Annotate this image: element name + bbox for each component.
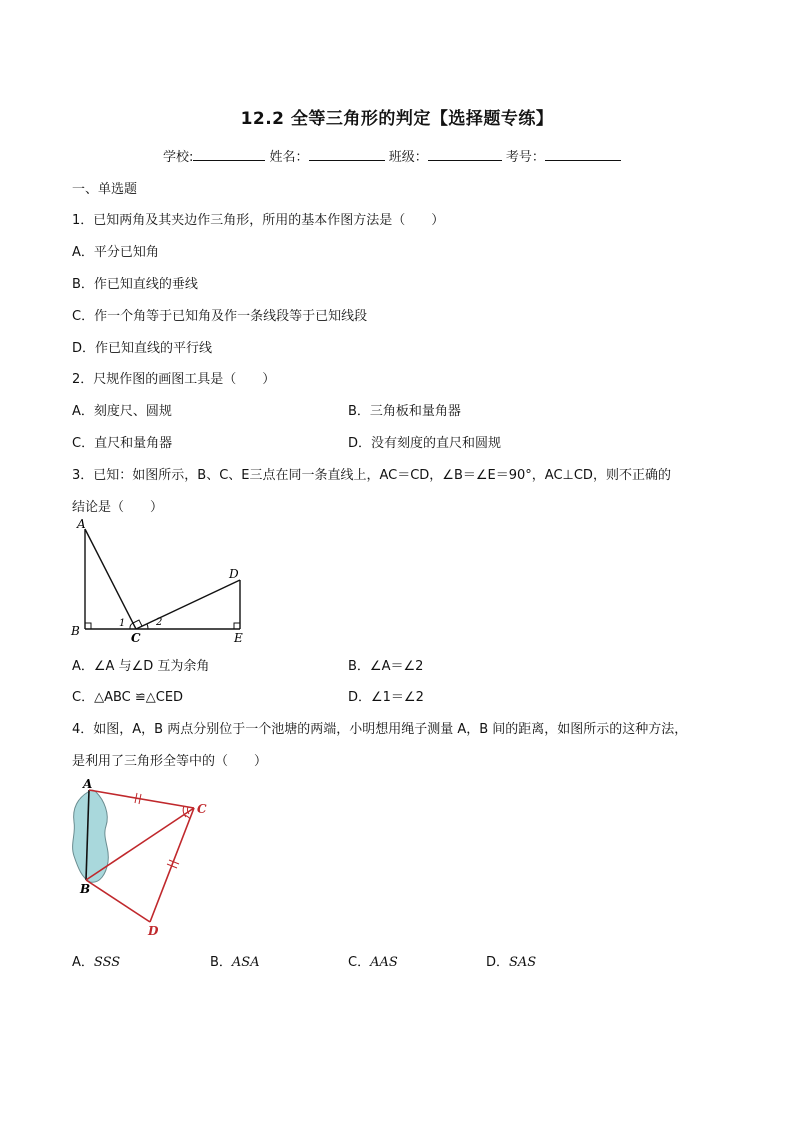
name-label: 姓名：	[269, 150, 309, 165]
q4-option-a[interactable]: A．SSS	[72, 955, 121, 970]
section-heading: 一、单选题	[72, 182, 138, 197]
right-angle-e	[234, 623, 240, 629]
q2-option-a[interactable]: A．刻度尺、圆规	[72, 404, 172, 419]
label-a: A	[77, 517, 86, 531]
q4-option-c-value: AAS	[370, 955, 398, 970]
q4-option-d-value: SAS	[509, 955, 537, 970]
q3-figure	[66, 516, 256, 648]
segment-cd	[150, 808, 194, 922]
q4-option-b-value: ASA	[231, 955, 260, 970]
q2-option-d[interactable]: D．没有刻度的直尺和圆规	[348, 436, 502, 451]
q3-option-d[interactable]: D．∠1＝∠2	[348, 690, 424, 705]
segment-ac	[85, 529, 136, 629]
q4-stem-line2: 是利用了三角形全等中的（ ）	[72, 754, 268, 769]
q4-option-c[interactable]: C．AAS	[348, 955, 398, 970]
page-title: 12.2 全等三角形的判定【选择题专练】	[240, 109, 554, 129]
class-blank[interactable]	[428, 148, 502, 161]
exam-number-blank[interactable]	[545, 148, 621, 161]
label-e: E	[234, 631, 243, 645]
label-a: A	[83, 777, 93, 791]
school-blank[interactable]	[193, 148, 265, 161]
exam-number-label: 考号：	[505, 150, 545, 165]
q3-stem-line1: 3．已知：如图所示，B、C、E三点在同一条直线上，AC＝CD，∠B＝∠E＝90°，AC⊥CD，则不正确的	[72, 468, 671, 483]
q1-option-b[interactable]: B．作已知直线的垂线	[72, 277, 198, 292]
label-c: C	[131, 631, 141, 645]
q4-stem-line1: 4．如图，A，B 两点分别位于一个池塘的两端，小明想用绳子测量 A，B 间的距离，如图所示的这种方法，	[72, 722, 688, 737]
q3-stem-line2: 结论是（ ）	[72, 500, 164, 515]
school-label: 学校:	[163, 150, 194, 165]
q4-option-b[interactable]: B．ASA	[210, 955, 260, 970]
q1-option-c[interactable]: C．作一个角等于已知角及作一条线段等于已知线段	[72, 309, 368, 324]
label-b: B	[80, 882, 91, 896]
segment-bd	[86, 880, 150, 922]
q1-option-d[interactable]: D．作已知直线的平行线	[72, 341, 213, 356]
label-angle-2: 2	[156, 617, 163, 628]
q4-option-d[interactable]: D．SAS	[486, 955, 537, 970]
angle-1-arc	[130, 623, 133, 629]
label-angle-1: 1	[119, 618, 126, 629]
q2-stem: 2．尺规作图的画图工具是（ ）	[72, 372, 276, 387]
label-b: B	[71, 624, 80, 638]
q3-option-b[interactable]: B．∠A＝∠2	[348, 659, 424, 674]
angle-2-arc	[147, 624, 148, 629]
q3-option-a[interactable]: A．∠A 与∠D 互为余角	[72, 659, 210, 674]
q2-option-c[interactable]: C．直尺和量角器	[72, 436, 173, 451]
q3-option-c[interactable]: C．△ABC ≌△CED	[72, 690, 184, 705]
label-d: D	[148, 924, 159, 938]
student-info-row	[163, 146, 621, 165]
q2-option-b[interactable]: B．三角板和量角器	[348, 404, 461, 419]
q1-option-a[interactable]: A．平分已知角	[72, 245, 159, 260]
right-angle-b	[85, 623, 91, 629]
class-label: 班级：	[388, 150, 428, 165]
segment-cd	[136, 580, 240, 629]
angle-c-arc-3	[184, 815, 190, 819]
q4-figure	[66, 776, 226, 940]
q4-option-a-value: SSS	[93, 955, 121, 970]
label-d: D	[229, 567, 239, 581]
label-c: C	[197, 802, 207, 816]
name-blank[interactable]	[309, 148, 385, 161]
q1-stem: 1．已知两角及其夹边作三角形，所用的基本作图方法是（ ）	[72, 213, 445, 228]
